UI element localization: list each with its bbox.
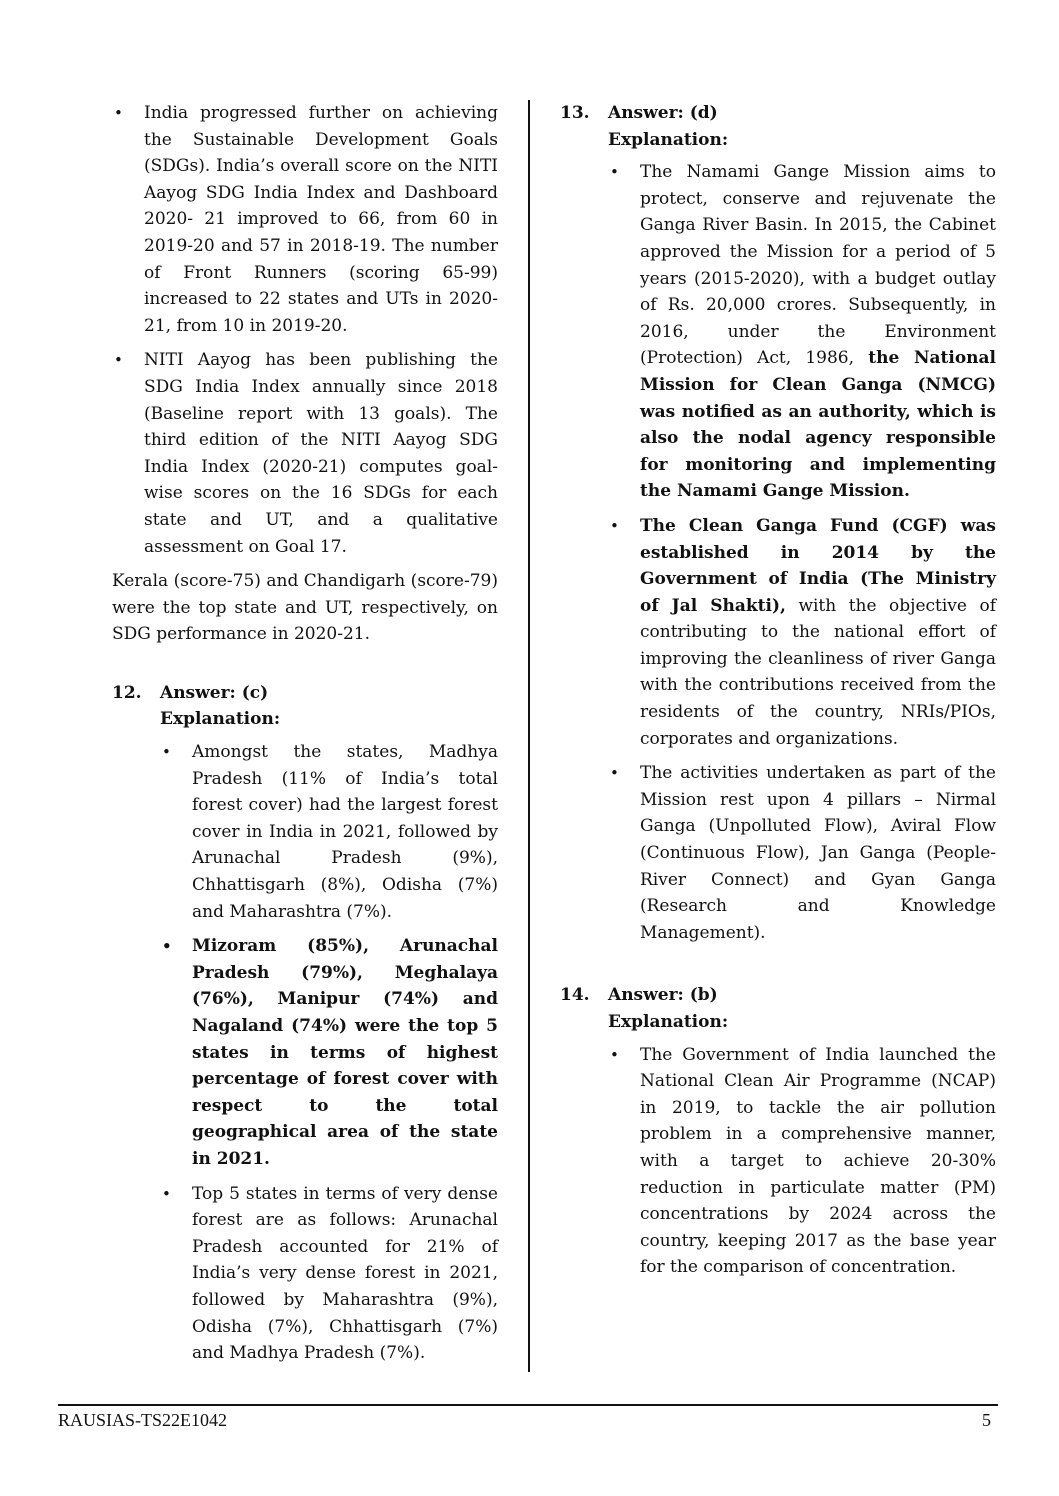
bullet-forest-cover: • Amongst the states, Madhya Pradesh (11% of India’s total forest cover) had the largest forest cover in India in 2021, followed by Arunachal Pradesh (9%), Chhattisgarh (8%), Odisha (7%) and Maharashtra (7%).: [160, 739, 498, 925]
explanation-label: Explanation:: [608, 1012, 729, 1032]
bullet-bold-text: The Clean Ganga Fund (CGF) was established in 2014 by the Government of India (The Ministry of Jal Shakti),: [640, 515, 996, 616]
intro-bullet-sdg-score: • India progressed further on achieving the Sustainable Development Goals (SDGs). India’s overall score on the NITI Aayog SDG India Index and Dashboard 2020- 21 improved to 66, from 60 in 2019-20 and 57 in 2018-19. The number of Front Runners (scoring 65-99) increased to 22 states and UTs in 2020-21, from 10 in 2019-20.: [112, 100, 498, 339]
footer-rule: [58, 1404, 998, 1406]
left-column: [112, 100, 498, 1375]
column-divider: [528, 100, 530, 1372]
question-12: [112, 680, 498, 1367]
bullet-bold-text: the National Mission for Clean Ganga (NMCG) was notified as an authority, which is also the nodal agency responsible for monitoring and implementing the Namami Gange Mission.: [640, 348, 997, 502]
bullet-namami-gange: [608, 159, 996, 505]
bullet-four-pillars: • The activities undertaken as part of the Mission rest upon 4 pillars – Nirmal Ganga (Unpolluted Flow), Aviral Flow (Continuous Flow), Jan Ganga (People-River Connect) and Gyan Ganga (Research and Knowledge Management).: [608, 760, 996, 946]
explanation-bullet-list: [160, 739, 498, 1367]
question-number: 14.: [560, 985, 590, 1006]
intro-paragraph: Kerala (score-75) and Chandigarh (score-79) were the top state and UT, respectively, on SDG performance in 2020-21.: [112, 571, 498, 645]
explanation-label: Explanation:: [608, 129, 729, 150]
explanation-bullet-list: [608, 1042, 996, 1281]
explanation-label: Explanation:: [160, 709, 281, 730]
answer-label: Answer: (d): [608, 103, 718, 123]
question-number: 13.: [560, 103, 590, 123]
bullet-text: with the objective of contributing to the national effort of improving the cleanliness of river Ganga with the contributions received from the residents of the country, NRIs/PIOs, corporates and organizations.: [640, 595, 996, 749]
question-14: [560, 982, 996, 1281]
question-13: [560, 100, 996, 946]
intro-bullet-list: [112, 100, 498, 560]
explanation-bullet-list: [608, 159, 996, 946]
bullet-forest-percentage: • Mizoram (85%), Arunachal Pradesh (79%), Meghalaya (76%), Manipur (74%) and Nagaland (74%) were the top 5 states in terms of highest percentage of forest cover with respect to the total geographical area of the state in 2021.: [160, 933, 498, 1172]
intro-bullet-sdg-index: • NITI Aayog has been publishing the SDG India Index annually since 2018 (Baseline report with 13 goals). The third edition of the NITI Aayog SDG India Index (2020-21) computes goal-wise scores on the 16 SDGs for each state and UT, and a qualitative assessment on Goal 17.: [112, 347, 498, 560]
right-column: [560, 100, 996, 1289]
footer-page-number: 5: [982, 1410, 991, 1430]
bullet-very-dense-forest: • Top 5 states in terms of very dense forest are as follows: Arunachal Pradesh accounted for 21% of India’s very dense forest in 2021, followed by Maharashtra (9%), Odisha (7%), Chhattisgarh (7%) and Madhya Pradesh (7%).: [160, 1181, 498, 1367]
bullet-text: The Namami Gange Mission aims to protect, conserve and rejuvenate the Ganga River Basin. In 2015, the Cabinet approved the Mission for a period of 5 years (2015-2020), with a budget outlay of Rs. 20,000 crores. Subsequently, in 2016, under the Environment (Protection) Act, 1986,: [640, 162, 996, 369]
answer-label: Answer: (c): [160, 682, 269, 703]
bullet-ncap: • The Government of India launched the National Clean Air Programme (NCAP) in 2019, to tackle the air pollution problem in a comprehensive manner, with a target to achieve 20-30% reduction in particulate matter (PM) concentrations by 2024 across the country, keeping 2017 as the base year for the comparison of concentration.: [608, 1042, 996, 1281]
question-number: 12.: [112, 682, 142, 703]
footer-document-code: RAUSIAS-TS22E1042: [58, 1410, 228, 1430]
answer-label: Answer: (b): [608, 985, 718, 1006]
bullet-clean-ganga-fund: [608, 513, 996, 752]
